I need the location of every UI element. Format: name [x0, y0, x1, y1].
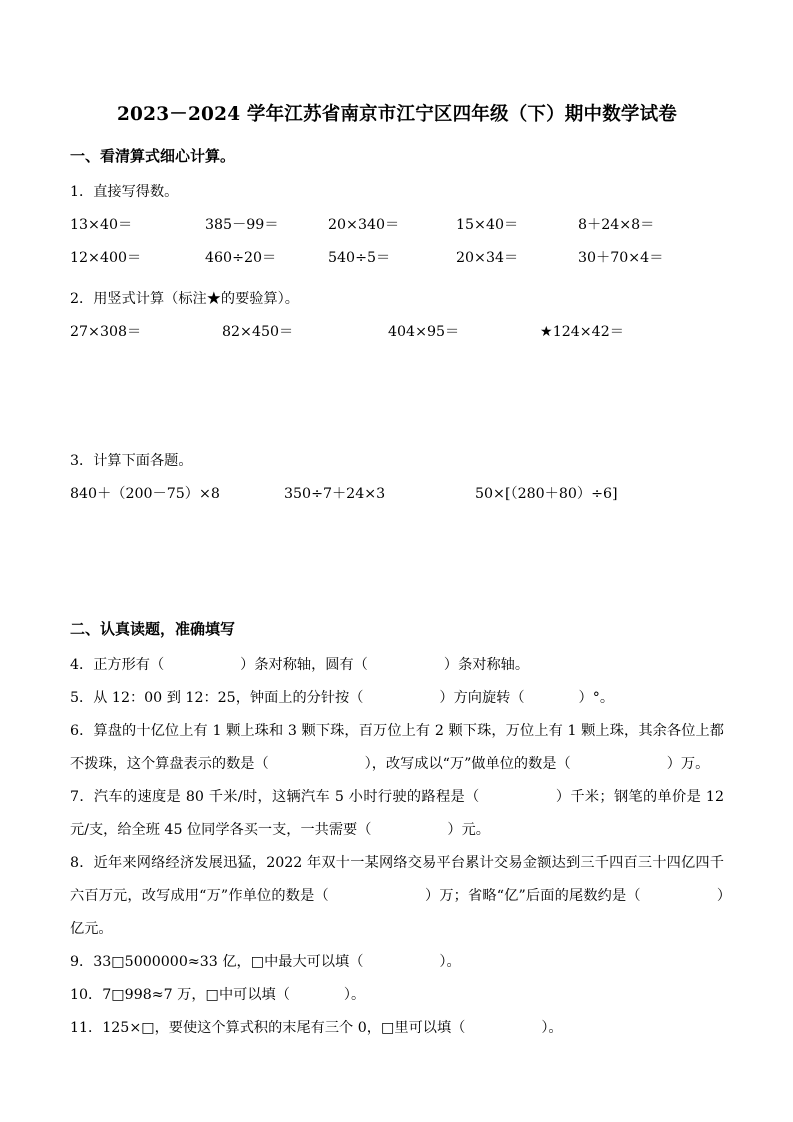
expression: 30＋70×4＝: [578, 250, 664, 266]
question-label-3: 3．计算下面各题。: [70, 453, 193, 469]
question-text: 汽车的速度是 80 千米/时，这辆汽车 5 小时行驶的路程是（: [93, 789, 480, 805]
question-text: ）°。: [578, 690, 615, 706]
question-number: 11．: [70, 1020, 103, 1036]
expression: 8＋24×8＝: [578, 217, 655, 233]
section-heading-1: 一、看清算式细心计算。: [70, 147, 236, 165]
expression: ★124×42＝: [540, 324, 624, 340]
question-text: ）条对称轴。: [443, 657, 530, 673]
question-number: 6．: [70, 723, 94, 739]
question-number: 8．: [70, 855, 94, 871]
page-content: [70, 100, 724, 1045]
page-title: 2023－2024 学年江苏省南京市江宁区四年级（下）期中数学试卷: [116, 104, 678, 125]
question-text: ）方向旋转（: [439, 690, 525, 706]
question-1-row-2: [70, 242, 724, 275]
expression: 385－99＝: [205, 217, 279, 233]
question-1-row-1: [70, 209, 724, 242]
question-text: 近年来网络经济发展迅猛，2022 年双十一某网络交易平台累计交易金额达到三千四百三十四亿四千六百万元，改写成用“万”作单位的数是（: [70, 855, 724, 904]
question-text: ）元。: [447, 822, 490, 838]
question-6: [70, 715, 724, 781]
question-text: ）万；省略“亿”后面的尾数约是（: [424, 888, 641, 904]
question-7: [70, 781, 724, 847]
expression: 840＋（200－75）×8: [70, 486, 220, 502]
question-text: ）万。: [666, 756, 710, 772]
question-text: ）千米；钢笔的单价是 12 元/支，给全班 45 位同学各买一支，一共需要（: [70, 789, 724, 838]
question-text: ），改写成以“万”做单位的数是（: [364, 756, 571, 772]
expression: 460÷20＝: [205, 250, 277, 266]
expression: 12×400＝: [70, 250, 142, 266]
question-number: 7．: [70, 789, 94, 805]
question-text: 算盘的十亿位上有 1 颗上珠和 3 颗下珠，百万位上有 2 颗下珠，万位上有 1 颗上珠，其余各位上都不拨珠，这个算盘表示的数是（: [70, 723, 724, 772]
worksheet-blank-area-2: [70, 511, 724, 587]
expression: 50×[（280＋80）÷6]: [475, 486, 618, 502]
expression: 540÷5＝: [328, 250, 391, 266]
expression: 27×308＝: [70, 324, 142, 340]
question-11: [70, 1012, 724, 1045]
question-text: ）。: [343, 987, 366, 1003]
question-text: ）条对称轴，圆有（: [240, 657, 368, 673]
section-gap: [70, 587, 724, 617]
question-text: 正方形有（: [93, 657, 165, 673]
expression: 15×40＝: [456, 217, 519, 233]
question-9: [70, 946, 724, 979]
question-8: [70, 847, 724, 946]
expression: 20×340＝: [328, 217, 400, 233]
section-heading-2: 二、认真读题，准确填写: [70, 620, 236, 638]
question-text: ）。: [439, 954, 461, 970]
question-3-row-1: [70, 478, 724, 511]
worksheet-blank-area-1: [70, 349, 724, 445]
question-text: 125×□，要使这个算式积的末尾有三个 0，□里可以填（: [102, 1020, 466, 1036]
expression: 350÷7＋24×3: [284, 486, 386, 502]
expression: 20×34＝: [456, 250, 519, 266]
question-number: 4．: [70, 657, 94, 673]
expression: 82×450＝: [222, 324, 294, 340]
question-2-row-1: [70, 316, 724, 349]
question-label-1: 1．直接写得数。: [70, 184, 179, 200]
question-text: ）亿元。: [70, 888, 724, 937]
question-number: 9．: [70, 954, 94, 970]
expression: 13×40＝: [70, 217, 133, 233]
question-5: [70, 682, 724, 715]
question-text: ）。: [541, 1020, 563, 1036]
question-text: 7□998≈7 万，□中可以填（: [102, 987, 290, 1003]
question-text: 从 12：00 到 12：25，钟面上的分针按（: [93, 690, 364, 706]
question-4: [70, 649, 724, 682]
expression: 404×95＝: [388, 324, 460, 340]
question-number: 5．: [70, 690, 94, 706]
question-text: 33□5000000≈33 亿，□中最大可以填（: [93, 954, 364, 970]
question-number: 10．: [70, 987, 103, 1003]
question-label-2: 2．用竖式计算（标注★的要验算）。: [70, 291, 299, 307]
question-10: [70, 979, 724, 1012]
